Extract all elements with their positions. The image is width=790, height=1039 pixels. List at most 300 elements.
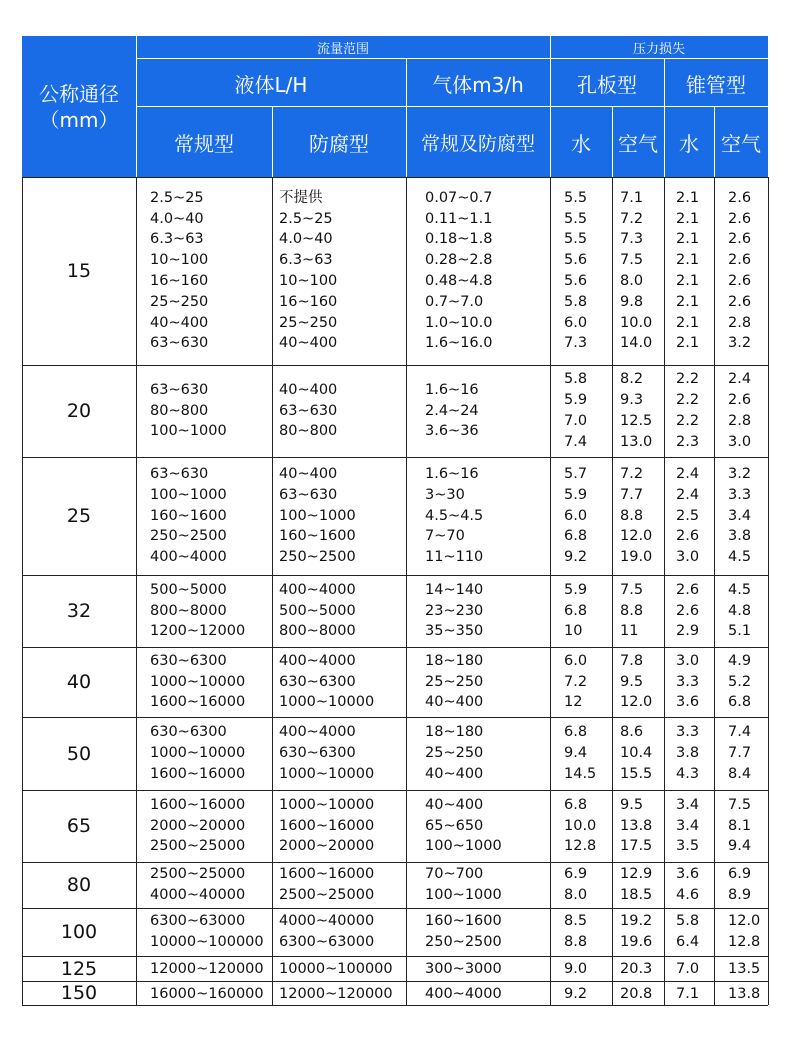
- table-cell: [564, 722, 596, 784]
- table-cell: [564, 580, 587, 642]
- table-cell: [279, 864, 374, 906]
- cell-value: 5.9: [564, 392, 588, 409]
- cell-value: 80~800: [279, 423, 338, 440]
- cell-value: 4.8: [728, 602, 752, 619]
- header-orifice-air: [612, 107, 664, 177]
- cell-value: 不提供: [279, 189, 323, 206]
- cell-value: 4.3: [676, 765, 700, 782]
- cell-value: 9.8: [620, 293, 644, 310]
- table-cell: [728, 959, 760, 980]
- table-cell: [150, 795, 245, 857]
- cell-value: 8.2: [620, 371, 644, 388]
- nominal-diameter-cell: [22, 790, 136, 862]
- table-cell: [150, 380, 227, 442]
- cell-value: 9.3: [620, 392, 644, 409]
- table-cell: [279, 464, 356, 568]
- cell-value: 1000~10000: [279, 694, 375, 711]
- nominal-diameter-value: 25: [66, 505, 92, 527]
- cell-value: 4.9: [728, 652, 752, 669]
- cell-value: 8.0: [620, 272, 644, 289]
- nominal-diameter-value: 150: [60, 982, 98, 1004]
- cell-value: 13.8: [620, 817, 653, 834]
- cell-value: 5.5: [564, 210, 588, 227]
- table-cell: [620, 959, 652, 980]
- cell-value: 1.0~10.0: [425, 314, 493, 331]
- cell-value: 630~6300: [279, 745, 356, 762]
- table-cell: [279, 380, 337, 442]
- standard-label: 常规型: [174, 131, 234, 156]
- cell-value: 19.0: [620, 549, 653, 566]
- cell-value: 1.6~16: [425, 381, 479, 398]
- table-cell: [425, 464, 483, 568]
- nominal-diameter-cell: [22, 956, 136, 981]
- cell-value: 0.7~7.0: [425, 293, 484, 310]
- cell-value: 7.3: [564, 335, 588, 352]
- gas-label: 气体m3/h: [432, 72, 524, 97]
- cell-value: 500~5000: [279, 602, 356, 619]
- orifice-air-label: 空气: [618, 131, 658, 156]
- table-cell: [279, 651, 374, 713]
- cell-value: 13.0: [620, 433, 653, 450]
- cell-value: 1000~10000: [150, 745, 246, 762]
- table-grid-line: [612, 177, 613, 1005]
- cell-value: 2.1: [676, 210, 700, 227]
- table-cell: [564, 795, 596, 857]
- table-cell: [564, 369, 587, 452]
- cell-value: 40~400: [279, 381, 338, 398]
- flow-range-label: 流量范围: [316, 42, 369, 57]
- header-divider: [272, 107, 273, 177]
- cell-value: 2.4: [676, 466, 700, 482]
- cell-value: 2.4~24: [425, 402, 479, 419]
- cell-value: 300~3000: [425, 961, 502, 978]
- table-cell: [728, 722, 751, 784]
- cell-value: 40~400: [425, 765, 484, 782]
- cell-value: 12.8: [728, 933, 761, 950]
- cell-value: 25~250: [425, 673, 484, 690]
- cell-value: 10~100: [150, 252, 209, 269]
- cell-value: 63~630: [150, 466, 209, 482]
- header-gas-both: [406, 107, 550, 177]
- cell-value: 2.9: [676, 623, 700, 640]
- cell-value: 100~1000: [425, 886, 502, 903]
- cell-value: 10.0: [564, 817, 597, 834]
- cell-value: 7.2: [564, 673, 588, 690]
- table-cell: [564, 984, 587, 1005]
- table-cell: [620, 722, 652, 784]
- cell-value: 40~400: [150, 314, 209, 331]
- cell-value: 8.8: [620, 602, 644, 619]
- cell-value: 9.4: [564, 745, 588, 762]
- table-cell: [728, 651, 751, 713]
- table-cell: [564, 864, 587, 906]
- cell-value: 2500~25000: [150, 838, 246, 855]
- cell-value: 160~1600: [279, 528, 356, 545]
- cell-value: 12000~120000: [150, 961, 264, 978]
- cell-value: 6.0: [564, 507, 588, 524]
- cell-value: 3.0: [728, 433, 752, 450]
- table-cell: [676, 722, 699, 784]
- nominal-diameter-cell: [22, 647, 136, 717]
- nominal-diameter-cell: [22, 862, 136, 908]
- table-cell: [728, 464, 751, 568]
- header-divider: [136, 58, 768, 59]
- cell-value: 400~4000: [279, 581, 356, 598]
- cell-value: 9.0: [564, 961, 588, 978]
- cell-value: 8.5: [564, 913, 588, 930]
- cell-value: 2500~25000: [279, 886, 375, 903]
- cell-value: 3.4: [676, 796, 700, 813]
- cell-value: 23~230: [425, 602, 484, 619]
- cell-value: 5.6: [564, 272, 588, 289]
- table-cell: [279, 188, 337, 354]
- cell-value: 7.0: [564, 412, 588, 429]
- cell-value: 3.6~36: [425, 423, 479, 440]
- nominal-diameter-value: 40: [66, 671, 92, 693]
- cell-value: 3.8: [676, 745, 700, 762]
- cell-value: 2.1: [676, 272, 700, 289]
- cell-value: 2.6: [676, 581, 700, 598]
- cell-value: 2500~25000: [150, 866, 246, 883]
- cell-value: 2.6: [728, 272, 752, 289]
- table-cell: [425, 651, 483, 713]
- cell-value: 11~110: [425, 549, 484, 566]
- cell-value: 20.8: [620, 985, 653, 1002]
- table-cell: [425, 795, 502, 857]
- table-cell: [279, 911, 374, 953]
- table-grid-line: [768, 177, 769, 1005]
- nominal-diameter-unit: （mm）: [39, 107, 119, 132]
- cell-value: 6.9: [728, 866, 752, 883]
- cell-value: 1600~16000: [150, 796, 246, 813]
- cell-value: 160~1600: [150, 507, 227, 524]
- cell-value: 8.9: [728, 886, 752, 903]
- header-gas: [406, 59, 550, 107]
- table-cell: [564, 911, 587, 953]
- cell-value: 5.8: [564, 371, 588, 388]
- cell-value: 7.8: [620, 652, 644, 669]
- cell-value: 2.4: [676, 486, 700, 503]
- cell-value: 250~2500: [425, 933, 502, 950]
- header-liquid: [136, 59, 406, 107]
- cell-value: 65~650: [425, 817, 484, 834]
- table-cell: [676, 464, 699, 568]
- cell-value: 100~1000: [279, 507, 356, 524]
- table-cell: [676, 795, 699, 857]
- cell-value: 250~2500: [279, 549, 356, 566]
- cell-value: 7.0: [676, 961, 700, 978]
- table-cell: [150, 464, 227, 568]
- table-grid-line: [664, 177, 665, 1005]
- cell-value: 2.6: [728, 210, 752, 227]
- cell-value: 40~400: [425, 796, 484, 813]
- cell-value: 2.6: [728, 252, 752, 269]
- cell-value: 5.9: [564, 581, 588, 598]
- cell-value: 2.6: [676, 528, 700, 545]
- cell-value: 100~1000: [150, 486, 227, 503]
- cell-value: 4.5: [728, 549, 752, 566]
- table-cell: [620, 984, 652, 1005]
- cell-value: 250~2500: [150, 528, 227, 545]
- table-cell: [564, 959, 587, 980]
- cell-value: 7.3: [620, 231, 644, 248]
- cell-value: 7.5: [728, 796, 752, 813]
- table-grid-line: [714, 177, 715, 1005]
- cell-value: 40~400: [425, 694, 484, 711]
- cell-value: 7.7: [728, 745, 752, 762]
- cell-value: 6.8: [564, 528, 588, 545]
- nominal-diameter-value: 15: [66, 260, 92, 282]
- cell-value: 10: [564, 623, 583, 640]
- cell-value: 2.8: [728, 314, 752, 331]
- pressure-loss-label: 压力损失: [632, 42, 685, 57]
- cell-value: 5.6: [564, 252, 588, 269]
- cell-value: 2.8: [728, 412, 752, 429]
- cell-value: 400~4000: [279, 652, 356, 669]
- cell-value: 10000~100000: [150, 933, 264, 950]
- cell-value: 7.7: [620, 486, 644, 503]
- table-cell: [564, 464, 587, 568]
- cell-value: 3.3: [676, 724, 700, 741]
- table-cell: [150, 188, 208, 354]
- cell-value: 14~140: [425, 581, 484, 598]
- cell-value: 6.8: [564, 796, 588, 813]
- cell-value: 4.6: [676, 886, 700, 903]
- cell-value: 63~630: [279, 486, 338, 503]
- cell-value: 14.5: [564, 765, 597, 782]
- cone-label: 锥管型: [686, 72, 746, 97]
- table-cell: [425, 984, 502, 1005]
- cell-value: 6300~63000: [150, 913, 246, 930]
- table-grid-line: [406, 177, 407, 1005]
- cell-value: 400~4000: [425, 985, 502, 1002]
- cell-value: 6.0: [564, 314, 588, 331]
- cell-value: 12.0: [728, 913, 761, 930]
- liquid-label: 液体L/H: [234, 72, 308, 97]
- cell-value: 6300~63000: [279, 933, 375, 950]
- cell-value: 19.6: [620, 933, 653, 950]
- cell-value: 3.3: [676, 673, 700, 690]
- table-cell: [425, 959, 502, 980]
- cell-value: 2000~20000: [279, 838, 375, 855]
- gas-both-label: 常规及防腐型: [420, 132, 535, 155]
- cell-value: 12000~120000: [279, 985, 393, 1002]
- header-anticorrosion: [272, 107, 406, 177]
- table-cell: [279, 722, 374, 784]
- cell-value: 2.5~25: [279, 210, 333, 227]
- header-cone: [664, 59, 768, 107]
- header-divider: [664, 59, 665, 177]
- cell-value: 7.4: [564, 433, 588, 450]
- cell-value: 12.5: [620, 412, 653, 429]
- table-cell: [728, 911, 760, 953]
- cell-value: 3.0: [676, 652, 700, 669]
- table-cell: [425, 188, 493, 354]
- nominal-diameter-cell: [22, 365, 136, 457]
- cell-value: 1600~16000: [279, 817, 375, 834]
- cell-value: 5.9: [564, 486, 588, 503]
- cell-value: 400~4000: [279, 724, 356, 741]
- cell-value: 8.6: [620, 724, 644, 741]
- cell-value: 3.6: [676, 694, 700, 711]
- cell-value: 14.0: [620, 335, 653, 352]
- cell-value: 7.4: [728, 724, 752, 741]
- table-cell: [676, 959, 699, 980]
- cell-value: 15.5: [620, 765, 653, 782]
- table-cell: [620, 580, 643, 642]
- nominal-diameter-value: 125: [60, 957, 98, 980]
- cell-value: 6.8: [728, 694, 752, 711]
- cell-value: 10~100: [279, 272, 338, 289]
- table-grid-line: [136, 177, 137, 1005]
- cell-value: 2000~20000: [150, 817, 246, 834]
- cell-value: 13.8: [728, 985, 761, 1002]
- cell-value: 2.5~25: [150, 189, 204, 206]
- cell-value: 2.1: [676, 231, 700, 248]
- header-pressure-loss: [550, 36, 768, 59]
- table-cell: [279, 984, 393, 1005]
- cell-value: 5.2: [728, 673, 752, 690]
- nominal-diameter-value: 100: [60, 921, 98, 943]
- cell-value: 63~630: [150, 335, 209, 352]
- cell-value: 10000~100000: [279, 961, 393, 978]
- cell-value: 7.2: [620, 210, 644, 227]
- cell-value: 7.5: [620, 252, 644, 269]
- cell-value: 6.8: [564, 602, 588, 619]
- cell-value: 2.4: [728, 371, 752, 388]
- table-cell: [150, 580, 245, 642]
- cell-value: 400~4000: [150, 549, 227, 566]
- cell-value: 19.2: [620, 913, 653, 930]
- cell-value: 18~180: [425, 724, 484, 741]
- nominal-diameter-cell: [22, 908, 136, 956]
- table-cell: [279, 580, 356, 642]
- cell-value: 0.28~2.8: [425, 252, 493, 269]
- cell-value: 80~800: [150, 402, 209, 419]
- cell-value: 6.0: [564, 652, 588, 669]
- table-grid-line: [272, 177, 273, 1005]
- cell-value: 7.2: [620, 466, 644, 482]
- cell-value: 1000~10000: [279, 796, 375, 813]
- table-cell: [620, 795, 652, 857]
- table-cell: [620, 864, 652, 906]
- cell-value: 3.4: [676, 817, 700, 834]
- cell-value: 800~8000: [279, 623, 356, 640]
- cell-value: 1600~16000: [150, 694, 246, 711]
- cell-value: 4.0~40: [150, 210, 204, 227]
- cell-value: 0.11~1.1: [425, 210, 493, 227]
- header-cone-air: [714, 107, 768, 177]
- table-cell: [150, 722, 245, 784]
- cell-value: 1200~12000: [150, 623, 246, 640]
- nominal-diameter-cell: [22, 177, 136, 365]
- table-cell: [279, 959, 393, 980]
- header-divider: [406, 59, 407, 177]
- table-cell: [676, 651, 699, 713]
- cell-value: 2.1: [676, 252, 700, 269]
- header-orifice: [550, 59, 664, 107]
- cell-value: 9.2: [564, 985, 588, 1002]
- table-cell: [728, 188, 751, 354]
- nominal-diameter-cell: [22, 717, 136, 790]
- cell-value: 12.0: [620, 528, 653, 545]
- cell-value: 9.5: [620, 796, 644, 813]
- cell-value: 63~630: [279, 402, 338, 419]
- table-cell: [150, 959, 264, 980]
- cell-value: 0.07~0.7: [425, 189, 493, 206]
- cell-value: 800~8000: [150, 602, 227, 619]
- table-cell: [425, 911, 502, 953]
- cell-value: 6.8: [564, 724, 588, 741]
- cell-value: 1000~10000: [150, 673, 246, 690]
- cone-air-label: 空气: [721, 131, 761, 156]
- table-cell: [728, 795, 751, 857]
- table-cell: [150, 984, 264, 1005]
- table-cell: [564, 651, 587, 713]
- cell-value: 2.1: [676, 189, 700, 206]
- cell-value: 25~250: [425, 745, 484, 762]
- cell-value: 6.3~63: [279, 252, 333, 269]
- cell-value: 8.4: [728, 765, 752, 782]
- cell-value: 5.5: [564, 231, 588, 248]
- table-cell: [676, 864, 699, 906]
- nominal-diameter-cell: [22, 457, 136, 575]
- cell-value: 7.5: [620, 581, 644, 598]
- cell-value: 4.0~40: [279, 231, 333, 248]
- cell-value: 25~250: [279, 314, 338, 331]
- cell-value: 12.8: [564, 838, 597, 855]
- cell-value: 3.6: [676, 866, 700, 883]
- cell-value: 500~5000: [150, 581, 227, 598]
- nominal-diameter-value: 65: [66, 815, 92, 837]
- table-cell: [620, 188, 652, 354]
- cell-value: 2.6: [728, 293, 752, 310]
- header-divider: [714, 107, 715, 177]
- cell-value: 3.5: [676, 838, 700, 855]
- cell-value: 16~160: [279, 293, 338, 310]
- table-cell: [425, 580, 483, 642]
- table-cell: [425, 722, 483, 784]
- table-grid-line: [550, 177, 551, 1005]
- cell-value: 2.6: [676, 602, 700, 619]
- cell-value: 18~180: [425, 652, 484, 669]
- cell-value: 6.4: [676, 933, 700, 950]
- cell-value: 100~1000: [150, 423, 227, 440]
- nominal-diameter-value: 20: [66, 400, 92, 422]
- cell-value: 2.1: [676, 314, 700, 331]
- header-standard: [136, 107, 272, 177]
- cell-value: 2.1: [676, 335, 700, 352]
- header-nominal-diameter: [22, 36, 136, 177]
- table-cell: [728, 580, 751, 642]
- cell-value: 630~6300: [150, 724, 227, 741]
- orifice-water-label: 水: [571, 131, 591, 156]
- header-flow-range: [136, 36, 550, 59]
- cell-value: 5.1: [728, 623, 752, 640]
- table-cell: [620, 464, 652, 568]
- cell-value: 7.1: [676, 985, 700, 1002]
- orifice-label: 孔板型: [577, 72, 637, 97]
- cell-value: 0.48~4.8: [425, 272, 493, 289]
- nominal-diameter-cell: [22, 575, 136, 647]
- cell-value: 0.18~1.8: [425, 231, 493, 248]
- nominal-diameter-cell: [22, 981, 136, 1005]
- cell-value: 20.3: [620, 961, 653, 978]
- cell-value: 10.0: [620, 314, 653, 331]
- table-cell: [150, 864, 245, 906]
- table-cell: [150, 911, 264, 953]
- cell-value: 6.3~63: [150, 231, 204, 248]
